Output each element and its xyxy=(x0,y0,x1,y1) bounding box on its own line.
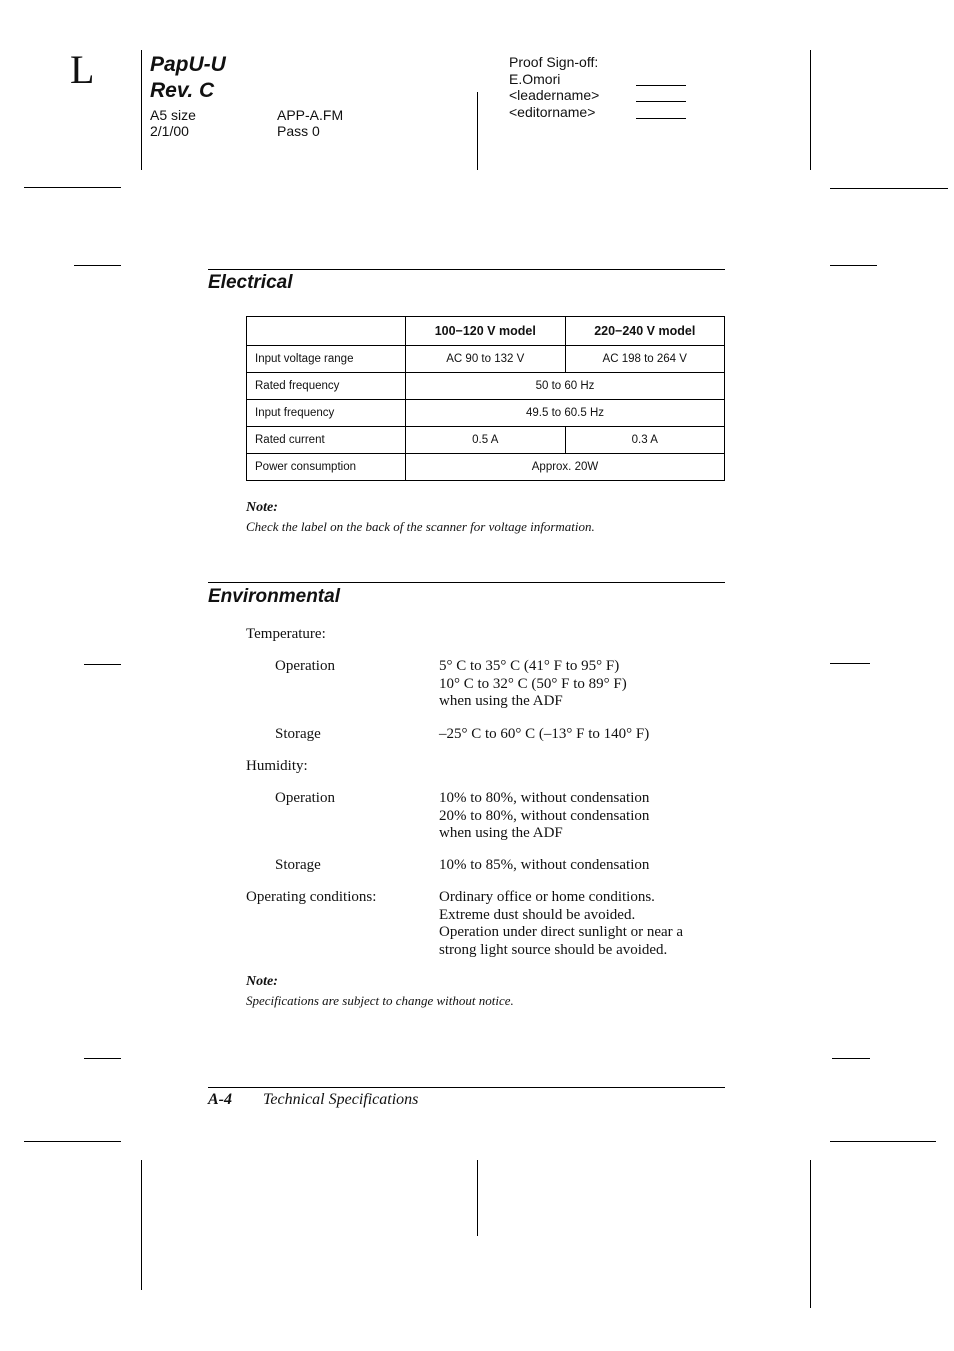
note-text: Specifications are subject to change without notice. xyxy=(246,993,514,1008)
operating-conditions-value xyxy=(439,889,683,959)
section-title-electrical: Electrical xyxy=(208,272,293,293)
table-cell-label: Input frequency xyxy=(247,400,406,427)
value-line: Extreme dust should be avoided. xyxy=(439,906,636,923)
hum-operation-value xyxy=(439,790,649,843)
crop-mark xyxy=(477,1160,478,1236)
value-line: 10° C to 32° C (50° F to 89° F) xyxy=(439,675,627,692)
date-label: 2/1/00 xyxy=(150,123,189,139)
title-line-2: Rev. C xyxy=(150,79,215,102)
table-row xyxy=(247,454,725,481)
table-cell: 0.5 A xyxy=(406,427,566,454)
title-line-1: PapU-U xyxy=(150,53,226,76)
pass-label: Pass 0 xyxy=(277,123,320,139)
proof-signoff-label: Proof Sign-off: xyxy=(509,54,599,70)
table-row xyxy=(247,427,725,454)
value-line: 10% to 80%, without condensation xyxy=(439,790,650,806)
crop-mark xyxy=(141,50,142,170)
table-cell: 50 to 60 Hz xyxy=(406,373,725,400)
crop-mark xyxy=(24,1141,121,1142)
signature-line xyxy=(636,118,686,119)
crop-mark xyxy=(24,187,121,188)
crop-mark xyxy=(830,1141,936,1142)
proof-name: E.Omori xyxy=(509,71,561,87)
table-row xyxy=(247,346,725,373)
value-line: when using the ADF xyxy=(439,825,563,841)
crop-mark xyxy=(830,265,877,266)
proof-name: <editorname> xyxy=(509,104,596,120)
crop-mark xyxy=(810,50,811,170)
size-label: A5 size xyxy=(150,107,196,123)
value-line: 5° C to 35° C (41° F to 95° F) xyxy=(439,658,620,674)
table-header-row xyxy=(247,317,725,346)
crop-mark xyxy=(477,92,478,170)
table-cell-label: Power consumption xyxy=(247,454,406,481)
hum-operation-label: Operation xyxy=(275,790,335,806)
signature-line xyxy=(636,101,686,102)
note-title: Note: xyxy=(246,974,278,989)
crop-mark xyxy=(830,188,948,189)
table-cell-label: Rated current xyxy=(247,427,406,454)
crop-mark xyxy=(810,1160,811,1308)
value-line: 20% to 80%, without condensation xyxy=(439,807,650,824)
temp-operation-label: Operation xyxy=(275,658,335,674)
page-number: A-4 xyxy=(208,1091,232,1108)
value-line: Operation under direct sunlight or near a xyxy=(439,924,684,940)
section-rule xyxy=(208,269,725,270)
crop-mark xyxy=(830,663,870,664)
electrical-spec-table xyxy=(246,316,725,481)
crop-mark xyxy=(84,664,121,665)
table-header-cell: 100−120 V model xyxy=(406,317,566,346)
hum-storage-label: Storage xyxy=(275,857,321,873)
crop-mark xyxy=(84,1058,121,1059)
note-title: Note: xyxy=(246,500,278,515)
crop-mark xyxy=(74,265,121,266)
signature-line xyxy=(636,85,686,86)
crop-mark xyxy=(141,1160,142,1290)
table-header-cell xyxy=(247,317,406,346)
hum-storage-value: 10% to 85%, without condensation xyxy=(439,857,650,873)
temperature-label: Temperature: xyxy=(246,626,326,642)
crop-mark xyxy=(832,1058,870,1059)
table-cell: Approx. 20W xyxy=(406,454,725,481)
table-row xyxy=(247,400,725,427)
table-row xyxy=(247,373,725,400)
corner-letter: L xyxy=(70,47,95,92)
footer-rule xyxy=(208,1087,725,1088)
table-header-cell: 220−240 V model xyxy=(565,317,725,346)
table-cell-label: Input voltage range xyxy=(247,346,406,373)
file-label: APP-A.FM xyxy=(277,107,344,123)
table-cell: AC 90 to 132 V xyxy=(406,346,566,373)
note-text: Check the label on the back of the scanner for voltage information. xyxy=(246,519,595,534)
value-line: when using the ADF xyxy=(439,693,563,709)
humidity-label: Humidity: xyxy=(246,758,308,774)
temp-storage-value: –25° C to 60° C (–13° F to 140° F) xyxy=(439,726,650,742)
section-rule xyxy=(208,582,725,583)
document-title xyxy=(150,52,226,104)
section-title-environmental: Environmental xyxy=(208,586,340,607)
chapter-title: Technical Specifications xyxy=(263,1091,419,1108)
temp-storage-label: Storage xyxy=(275,726,321,742)
temp-operation-value xyxy=(439,658,627,711)
table-cell-label: Rated frequency xyxy=(247,373,406,400)
proof-name: <leadername> xyxy=(509,87,600,103)
value-line: strong light source should be avoided. xyxy=(439,941,668,958)
table-cell: 49.5 to 60.5 Hz xyxy=(406,400,725,427)
operating-conditions-label: Operating conditions: xyxy=(246,889,377,905)
table-cell: 0.3 A xyxy=(565,427,725,454)
table-cell: AC 198 to 264 V xyxy=(565,346,725,373)
value-line: Ordinary office or home conditions. xyxy=(439,889,655,905)
